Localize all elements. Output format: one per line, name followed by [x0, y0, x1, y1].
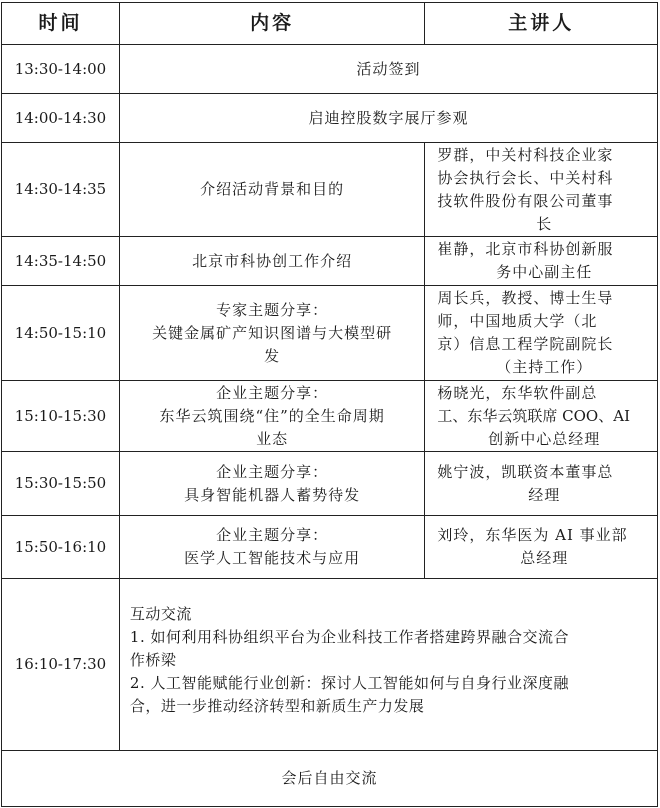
- row-content: 专家主题分享： 关键金属矿产知识图谱与大模型研 发: [119, 286, 424, 381]
- table-row: [2, 237, 658, 286]
- row-speaker: 崔静，北京市科协创新服 务中心副主任: [425, 237, 658, 286]
- header-speaker: 主讲人: [425, 3, 658, 45]
- row-time: 14:50-15:10: [2, 286, 120, 381]
- row-speaker: 杨晓光，东华软件副总 工、东华云筑联席 COO、AI 创新中心总经理: [425, 381, 658, 452]
- table-row: [2, 452, 658, 516]
- agenda-table: [1, 2, 658, 807]
- row-content: 企业主题分享： 东华云筑围绕“住”的全生命周期 业态: [119, 381, 424, 452]
- header-time: 时间: [2, 3, 120, 45]
- row-time: 13:30-14:00: [2, 45, 120, 94]
- table-row: [2, 751, 658, 807]
- row-speaker: 姚宁波，凯联资本董事总 经理: [425, 452, 658, 516]
- row-content: 启迪控股数字展厅参观: [119, 94, 657, 143]
- header-content: 内容: [119, 3, 424, 45]
- table-row: [2, 381, 658, 452]
- table-row: [2, 516, 658, 579]
- row-content: 企业主题分享： 具身智能机器人蓄势待发: [119, 452, 424, 516]
- row-time: 14:30-14:35: [2, 143, 120, 237]
- row-content: 介绍活动背景和目的: [119, 143, 424, 237]
- row-time: 16:10-17:30: [2, 579, 120, 751]
- table-row: [2, 94, 658, 143]
- row-speaker: 刘玲，东华医为 AI 事业部 总经理: [425, 516, 658, 579]
- row-speaker: 周长兵，教授、博士生导 师，中国地质大学（北 京）信息工程学院副院长 （主持工作）: [425, 286, 658, 381]
- table-row: [2, 143, 658, 237]
- row-time: 14:00-14:30: [2, 94, 120, 143]
- row-speaker: 罗群，中关村科技企业家 协会执行会长、中关村科 技软件股份有限公司董事 长: [425, 143, 658, 237]
- row-time: 14:35-14:50: [2, 237, 120, 286]
- row-content: 会后自由交流: [2, 751, 658, 807]
- row-time: 15:10-15:30: [2, 381, 120, 452]
- row-content: 企业主题分享： 医学人工智能技术与应用: [119, 516, 424, 579]
- row-content: 北京市科协创工作介绍: [119, 237, 424, 286]
- table-row: [2, 579, 658, 751]
- table-row: [2, 286, 658, 381]
- row-content: 活动签到: [119, 45, 657, 94]
- row-time: 15:30-15:50: [2, 452, 120, 516]
- header-row: [2, 3, 658, 45]
- row-time: 15:50-16:10: [2, 516, 120, 579]
- table-row: [2, 45, 658, 94]
- row-content: 互动交流 1. 如何利用科协组织平台为企业科技工作者搭建跨界融合交流合 作桥梁 2. 人工智能赋能行业创新：探讨人工智能如何与自身行业深度融 合，进一步推动经济转型和新质生产力发展: [119, 579, 657, 751]
